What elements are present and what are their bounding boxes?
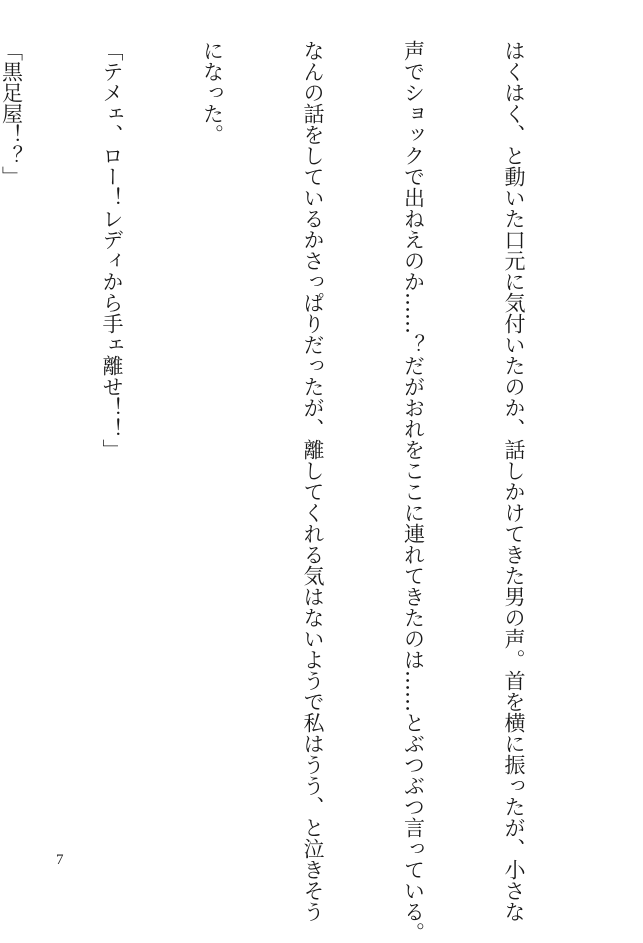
text-line: なんの話をしているかさっぱりだったが、離してくれる気はないようで私はうう、と泣きそう — [301, 40, 325, 922]
text-line: 「黒足屋！？」 — [0, 40, 24, 187]
text-line: 声でショックで出ねえのか……？だがおれをここに連れてきたのは……とぶつぶつ言っている。 — [401, 40, 426, 943]
text-line: になった。 — [200, 40, 225, 145]
vertical-text-body — [0, 40, 597, 943]
text-line: 「テメェ、ロー！レディから手ェ離せ！！」 — [100, 40, 124, 460]
text-line: はくはく、と動いた口元に気付いたのか、話しかけてきた男の声。首を横に振ったが、小さな — [502, 40, 526, 922]
page-number: 7 — [56, 852, 64, 868]
